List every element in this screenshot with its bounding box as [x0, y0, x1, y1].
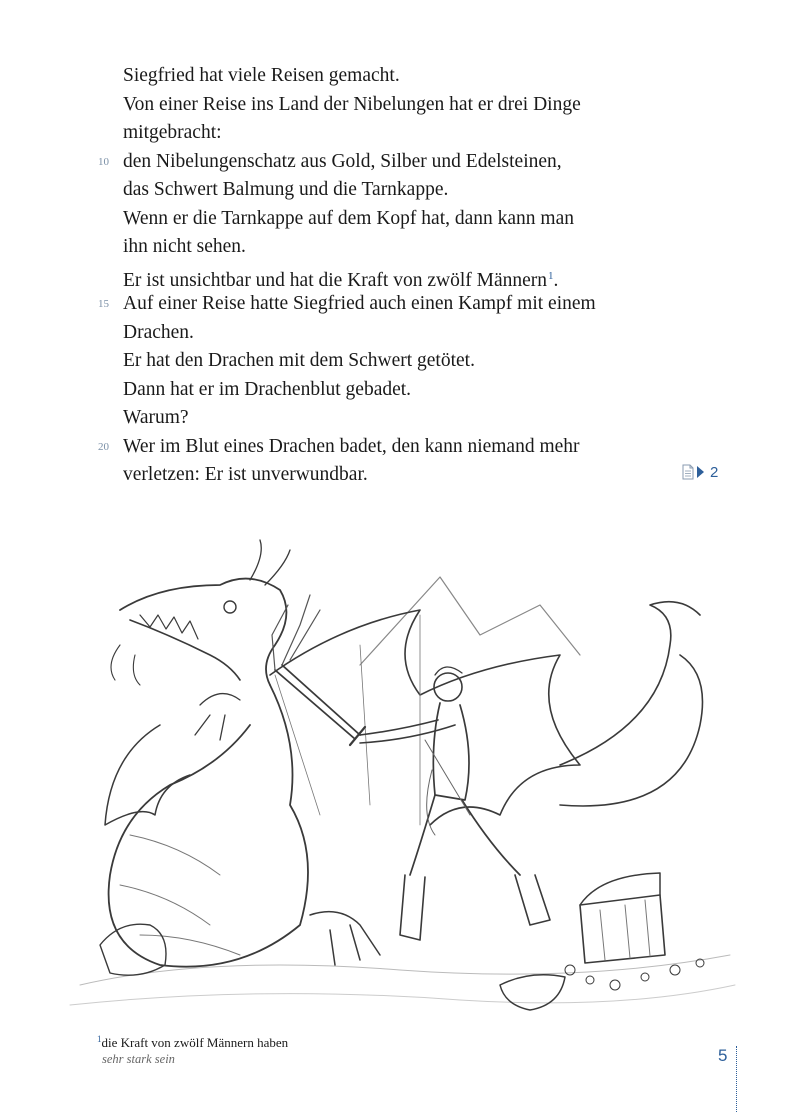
footnote: [97, 1034, 288, 1067]
text-line: Wer im Blut eines Drachen badet, den kann niemand mehr: [123, 435, 580, 457]
text-line: Siegfried hat viele Reisen gemacht.: [123, 65, 400, 86]
text-line-content: Er ist unsichtbar und hat die Kraft von zwölf Männern: [123, 269, 548, 291]
document-icon: [682, 464, 694, 480]
footnote-definition: sehr stark sein: [102, 1052, 175, 1066]
footnote-marker[interactable]: 1: [548, 269, 554, 282]
page-edge-rule: [736, 1046, 737, 1112]
play-arrow-icon: [697, 466, 704, 478]
text-line: Er hat den Drachen mit dem Schwert getötet.: [123, 350, 475, 371]
page-number: 5: [718, 1046, 728, 1065]
footnote-term-text: die Kraft von zwölf Männern haben: [101, 1035, 289, 1050]
dragon-fight-illustration: [60, 515, 740, 1025]
line-number: 10: [98, 155, 109, 168]
text-line: Dann hat er im Drachenblut gebadet.: [123, 378, 412, 400]
text-line: Von einer Reise ins Land der Nibelungen hat er drei Dinge: [123, 93, 581, 115]
text-line: das Schwert Balmung und die Tarnkappe.: [123, 179, 449, 200]
text-line: mitgebracht:: [123, 122, 222, 143]
text-line: Wenn er die Tarnkappe auf dem Kopf hat, dann kann man: [123, 207, 575, 229]
footnote-term: [97, 1034, 288, 1051]
line-number: 20: [98, 440, 109, 453]
text-line: [123, 262, 558, 290]
text-line: Drachen.: [123, 321, 194, 343]
line-number: 15: [98, 298, 109, 310]
text-line: verletzen: Er ist unverwundbar.: [123, 464, 368, 485]
text-line: Warum?: [123, 407, 189, 428]
text-line: ihn nicht sehen.: [123, 236, 246, 257]
audio-track-reference[interactable]: [682, 462, 718, 482]
text-line: den Nibelungenschatz aus Gold, Silber und Edelsteinen,: [123, 150, 562, 172]
audio-track-number: 2: [710, 463, 719, 481]
text-line-end: .: [553, 269, 559, 291]
text-line: Auf einer Reise hatte Siegfried auch einen Kampf mit einem: [123, 293, 596, 314]
footnote-number: 1: [97, 1034, 102, 1044]
